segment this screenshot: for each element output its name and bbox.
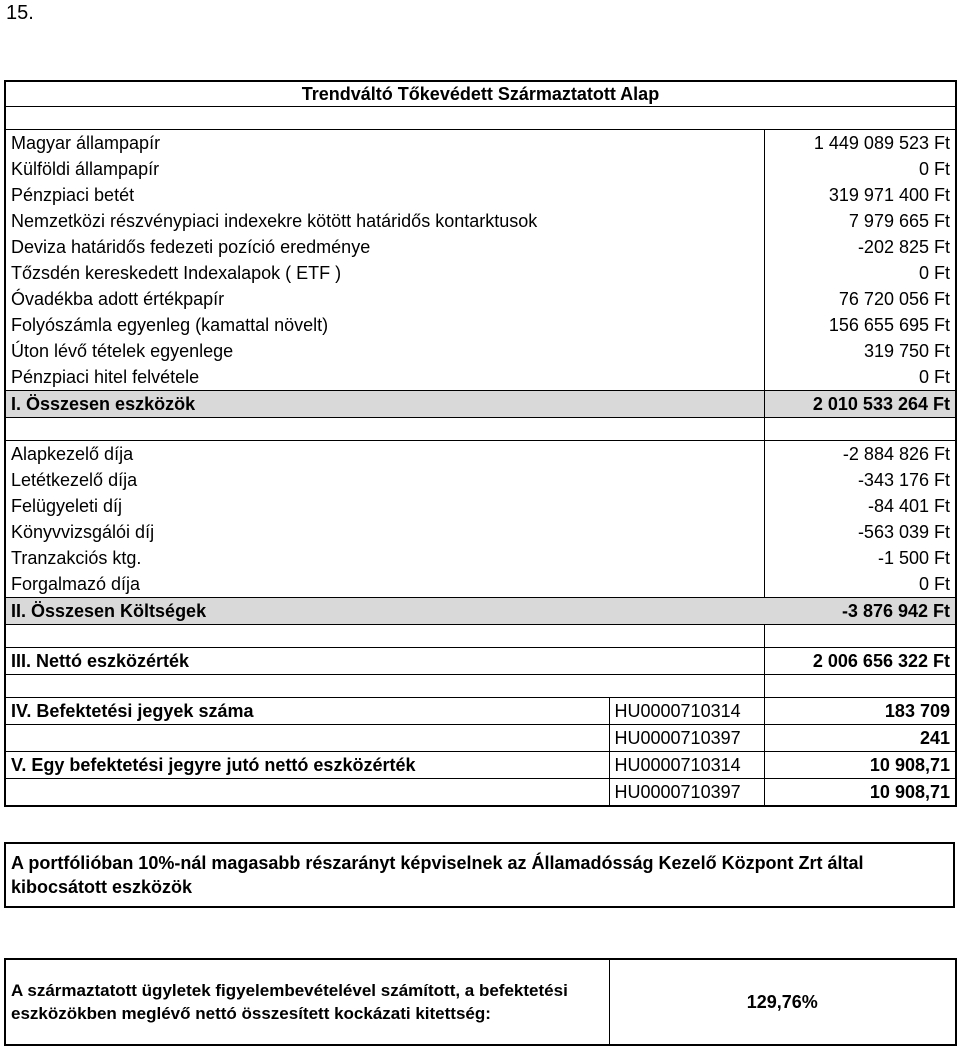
cost-value: -1 500 Ft [877, 548, 950, 568]
asset-row [5, 260, 956, 286]
asset-row [5, 286, 956, 312]
asset-row [5, 312, 956, 338]
nav-label: III. Nettó eszközérték [5, 648, 764, 675]
units-label: IV. Befektetési jegyek száma [5, 698, 609, 725]
asset-rows [5, 130, 956, 391]
nav-per-unit-row-1 [5, 752, 956, 779]
cost-label: Felügyeleti díj [5, 493, 764, 519]
asset-label: Óvadékba adott értékpapír [5, 286, 764, 312]
asset-row [5, 208, 956, 234]
asset-row [5, 182, 956, 208]
units-isin-2: HU0000710397 [609, 725, 764, 752]
assets-total-label: I. Összesen eszközök [5, 391, 764, 418]
concentration-note-text: A portfólióban 10%-nál magasabb részarányt képviselnek az Államadósság Kezelő Központ Zrt által kibocsátott eszközök [11, 853, 864, 897]
asset-row [5, 156, 956, 182]
nav-per-unit-row-2 [5, 779, 956, 807]
cost-value: -2 884 826 Ft [764, 441, 956, 468]
fund-report-table [4, 80, 957, 807]
assets-total-row [5, 391, 956, 418]
asset-label: Tőzsdén kereskedett Indexalapok ( ETF ) [5, 260, 764, 286]
assets-total-value: 2 010 533 264 Ft [764, 391, 956, 418]
asset-row [5, 364, 956, 391]
page-number: 15. [6, 2, 34, 24]
risk-exposure-value: 129,76% [746, 991, 818, 1012]
asset-value: -202 825 Ft [857, 237, 950, 257]
asset-value: 319 750 Ft [863, 341, 950, 361]
asset-value: 7 979 665 Ft [848, 211, 950, 231]
asset-value: 0 Ft [918, 263, 950, 283]
asset-row [5, 130, 956, 157]
cost-row [5, 545, 956, 571]
cost-label: Alapkezelő díja [5, 441, 764, 468]
cost-row [5, 467, 956, 493]
units-value-1: 183 709 [764, 698, 956, 725]
costs-total-value: -3 876 942 Ft [764, 598, 956, 625]
asset-label: Magyar állampapír [5, 130, 764, 157]
risk-exposure-label: A származtatott ügyletek figyelembevételével számított, a befektetési eszközökben meglévő nettó összesített kockázati kitettség: [5, 959, 609, 1045]
cost-label: Könyvvizsgálói díj [5, 519, 764, 545]
nav-row [5, 648, 956, 675]
cost-value: -343 176 Ft [857, 470, 950, 490]
nav-value: 2 006 656 322 Ft [764, 648, 956, 675]
costs-total-label: II. Összesen Költségek [5, 598, 764, 625]
nav-per-unit-label: V. Egy befektetési jegyre jutó nettó eszközérték [5, 752, 609, 779]
cost-label: Forgalmazó díja [5, 571, 764, 598]
cost-value: 0 Ft [918, 574, 950, 594]
cost-rows [5, 441, 956, 598]
cost-row [5, 519, 956, 545]
units-isin-1: HU0000710314 [609, 698, 764, 725]
asset-value: 1 449 089 523 Ft [764, 130, 956, 157]
cost-value: -84 401 Ft [867, 496, 950, 516]
cost-value: -563 039 Ft [857, 522, 950, 542]
asset-label: Pénzpiaci hitel felvétele [5, 364, 764, 391]
cost-row [5, 441, 956, 468]
concentration-note [4, 842, 955, 908]
asset-value: 76 720 056 Ft [838, 289, 950, 309]
asset-label: Folyószámla egyenleg (kamattal növelt) [5, 312, 764, 338]
asset-label: Úton lévő tételek egyenlege [5, 338, 764, 364]
cost-row [5, 571, 956, 598]
asset-value: 0 Ft [918, 367, 950, 387]
units-value-2: 241 [764, 725, 956, 752]
asset-row [5, 234, 956, 260]
nav-per-unit-isin-1: HU0000710314 [609, 752, 764, 779]
units-row-2 [5, 725, 956, 752]
costs-total-row [5, 598, 956, 625]
nav-per-unit-isin-2: HU0000710397 [609, 779, 764, 807]
asset-label: Pénzpiaci betét [5, 182, 764, 208]
asset-label: Nemzetközi részvénypiaci indexekre kötött határidős kontarktusok [5, 208, 764, 234]
nav-per-unit-value-2: 10 908,71 [764, 779, 956, 807]
cost-label: Tranzakciós ktg. [5, 545, 764, 571]
asset-label: Deviza határidős fedezeti pozíció eredménye [5, 234, 764, 260]
fund-title: Trendváltó Tőkevédett Származtatott Alap [5, 81, 956, 107]
asset-label: Külföldi állampapír [5, 156, 764, 182]
asset-value: 156 655 695 Ft [828, 315, 950, 335]
nav-per-unit-value-1: 10 908,71 [764, 752, 956, 779]
cost-row [5, 493, 956, 519]
units-row-1 [5, 698, 956, 725]
asset-value: 319 971 400 Ft [828, 185, 950, 205]
cost-label: Letétkezelő díja [5, 467, 764, 493]
asset-row [5, 338, 956, 364]
risk-exposure-table [4, 958, 957, 1046]
asset-value: 0 Ft [918, 159, 950, 179]
